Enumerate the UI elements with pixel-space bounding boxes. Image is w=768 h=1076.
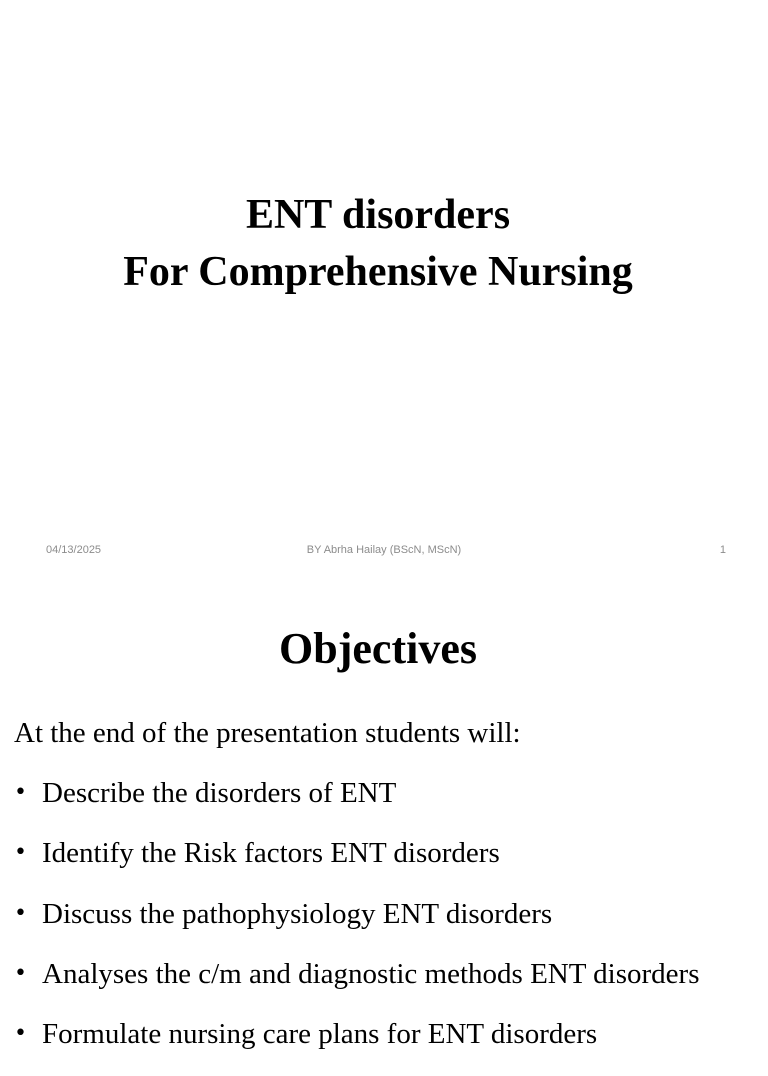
objective-text: Describe the disorders of ENT [42, 777, 397, 809]
objectives-heading: Objectives [279, 624, 477, 673]
objective-text: Analyses the c/m and diagnostic methods ENT disorders [42, 957, 700, 990]
footer-author: BY Abrha Hailay (BScN, MScN) [306, 544, 462, 556]
objectives-intro: At the end of the presentation students will: [14, 717, 521, 749]
bullet-icon: • [14, 780, 27, 805]
objective-text: Discuss the pathophysiology ENT disorders [42, 897, 553, 930]
bullet-icon: • [14, 1021, 27, 1047]
slide-number: 1 [719, 544, 726, 556]
bullet-icon: • [14, 900, 27, 926]
objective-text: Identify the Risk factors ENT disorders [42, 837, 500, 870]
slide-title: ENT disorders [245, 192, 511, 238]
footer-date: 04/13/2025 [46, 544, 102, 556]
bullet-icon: • [14, 960, 27, 986]
objective-text: Formulate nursing care plans for ENT disorders [42, 1018, 598, 1051]
slide-subtitle: For Comprehensive Nursing [123, 249, 633, 295]
bullet-icon: • [14, 840, 27, 866]
objectives-slide [0, 576, 768, 1051]
